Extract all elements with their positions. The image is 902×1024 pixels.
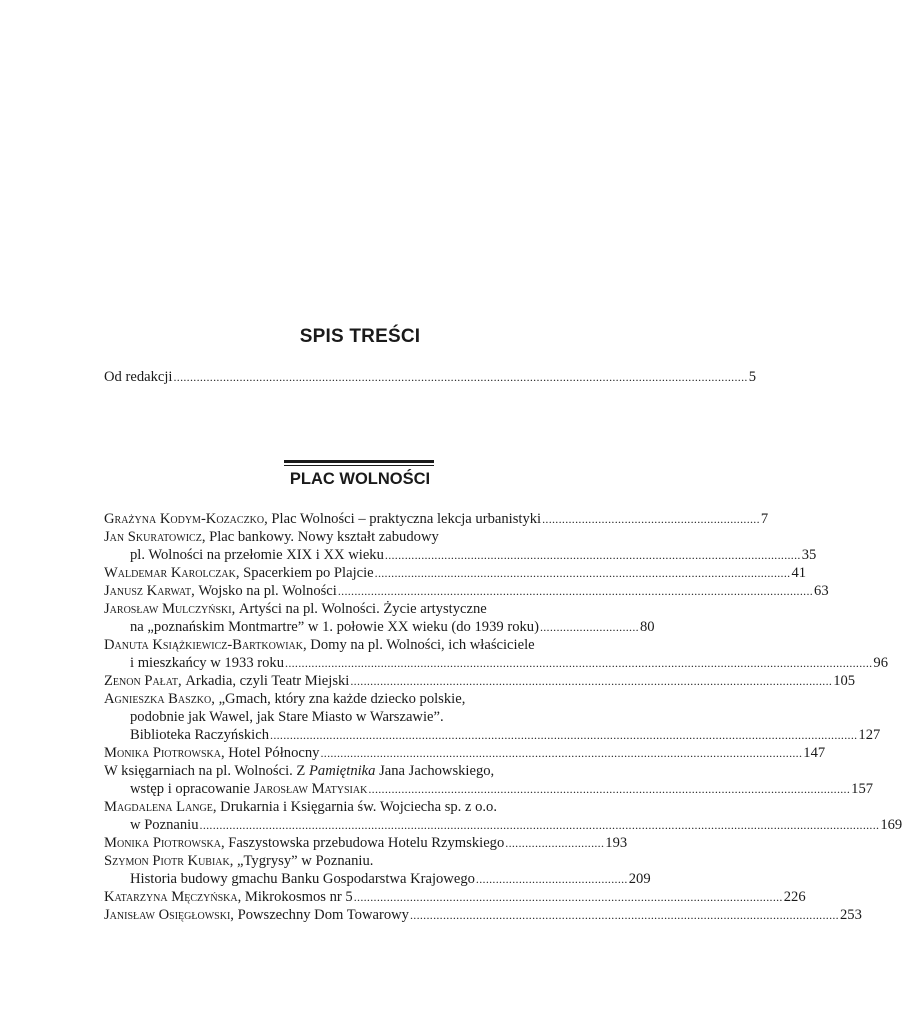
toc-entry — [104, 528, 614, 547]
leader-dots: .............................. — [505, 836, 605, 850]
toc-entry — [104, 906, 862, 925]
toc-entry-title: Powszechny Dom Towarowy — [237, 907, 409, 923]
toc-page-number: 226 — [783, 889, 806, 905]
leader-dots: .................................................................................................................................................. — [350, 674, 833, 688]
leader-dots: .................................................................. — [542, 512, 760, 526]
toc-entry — [104, 672, 856, 691]
toc-entry-title: Hotel Północny — [228, 745, 320, 761]
toc-entry — [104, 636, 614, 655]
toc-entry-title: „Gmach, który zna każde dziecko polskie, — [218, 691, 466, 707]
toc-entry-title: podobnie jak Wawel, jak Stare Miasto w Warszawie”. — [130, 709, 444, 725]
toc-author: Janisław Osięgłowski — [104, 907, 231, 923]
leader-dots: .................................................................................................................................................................................. — [270, 728, 858, 742]
leader-dots: .............................. — [539, 620, 639, 634]
leader-dots: .............................................................................................................................................................................................................. — [199, 818, 880, 832]
toc-page-number: 169 — [880, 817, 902, 833]
toc-entry-title: Wojsko na pl. Wolności — [198, 583, 337, 599]
toc-author: Agnieszka Baszko — [104, 691, 212, 707]
leader-dots: .................................................................................................................................................. — [368, 782, 851, 796]
leader-dots: .............................................................................................................................................................................. — [173, 370, 748, 384]
toc-entry-title-rest: Jana Jachowskiego, — [375, 763, 495, 779]
toc-entry-continuation — [130, 816, 902, 835]
toc-entry-title: na „poznańskim Montmartre” w 1. połowie XX wieku (do 1939 roku) — [130, 619, 539, 635]
leader-dots: .................................................................................................................................. — [409, 908, 839, 922]
toc-entry-italic: Pamiętnika — [308, 763, 376, 779]
toc-entry — [104, 744, 826, 763]
toc-entry — [104, 852, 614, 871]
toc-sep: , — [178, 673, 186, 689]
leader-dots: .............................................. — [475, 872, 628, 886]
section-title: PLAC WOLNOŚCI — [289, 470, 431, 488]
toc-entry-title: Faszystowska przebudowa Hotelu Rzymskiego — [228, 835, 505, 851]
toc-sep: , — [303, 637, 311, 653]
leader-dots: ................................................................................................................................................ — [337, 584, 814, 598]
toc-entry-title: Od redakcji — [104, 369, 173, 385]
toc-sep: , — [212, 799, 221, 815]
toc-sep: , — [231, 601, 239, 617]
toc-entry — [104, 798, 614, 817]
toc-author: Jan Skuratowicz — [104, 529, 202, 545]
toc-entry-title: Domy na pl. Wolności, ich właściciele — [310, 637, 535, 653]
toc-author: Jarosław Mulczyński — [104, 601, 232, 617]
toc-page-number: 96 — [873, 655, 889, 671]
toc-author: Jarosław Matysiak — [253, 781, 368, 797]
toc-page-number: 80 — [639, 619, 655, 635]
toc-page-number: 209 — [628, 871, 651, 887]
toc-page-number: 35 — [801, 547, 817, 563]
toc-entry-title: Arkadia, czyli Teatr Miejski — [185, 673, 350, 689]
toc-entry-title: Plac Wolności – praktyczna lekcja urbanistyki — [271, 511, 542, 527]
toc-entry-title: Artyści na pl. Wolności. Życie artystyczne — [238, 601, 487, 617]
toc-sep: , — [264, 511, 272, 527]
toc-entry-title: „Tygrysy” w Poznaniu. — [237, 853, 374, 869]
toc-author: Danuta Książkiewicz-Bartkowiak — [104, 637, 303, 653]
toc-intro-line — [104, 368, 756, 387]
toc-entry-continuation — [130, 780, 874, 799]
toc-sep: , — [237, 889, 245, 905]
toc-entry-title: wstęp i opracowanie — [130, 781, 254, 797]
toc-entry — [104, 510, 769, 529]
toc-entry-title: Biblioteka Raczyńskich — [130, 727, 270, 743]
page-title: SPIS TREŚCI — [299, 326, 421, 347]
toc-entry-continuation — [130, 546, 817, 565]
toc-page-number: 5 — [748, 369, 756, 385]
toc-sep: , — [211, 691, 219, 707]
toc-entry-title: Plac bankowy. Nowy kształt zabudowy — [209, 529, 439, 545]
toc-author: Katarzyna Męczyńska — [104, 889, 238, 905]
toc-entry — [104, 564, 807, 583]
toc-entry-title: W księgarniach na pl. Wolności. Z — [104, 763, 309, 779]
leader-dots: .................................................................................................................................................. — [320, 746, 803, 760]
toc-sep: , — [229, 853, 238, 869]
toc-page-number: 63 — [814, 583, 829, 599]
toc-entry-continuation — [130, 726, 881, 745]
toc-entry-title: Mikrokosmos nr 5 — [244, 889, 353, 905]
toc-author: Waldemar Karolczak — [104, 565, 236, 581]
toc-page-number: 127 — [858, 727, 881, 743]
toc-entry — [104, 834, 628, 853]
toc-entry-continuation — [130, 618, 655, 637]
toc-page-number: 253 — [839, 907, 862, 923]
leader-dots: .............................................................................................................................. — [374, 566, 791, 580]
toc-entry-title: Historia budowy gmachu Banku Gospodarstwa Krajowego — [130, 871, 475, 887]
leader-dots: .............................................................................................................................. — [384, 548, 801, 562]
toc-author: Monika Piotrowska — [104, 835, 221, 851]
toc-entry-continuation — [130, 654, 889, 673]
toc-author: Grażyna Kodym-Kozaczko — [104, 511, 265, 527]
leader-dots: .................................................................................................................................................................................. — [285, 656, 873, 670]
toc-page-number: 157 — [851, 781, 874, 797]
toc-entry-title: w Poznaniu — [130, 817, 199, 833]
toc-entry-title: Drukarnia i Księgarnia św. Wojciecha sp. z o.o. — [220, 799, 497, 815]
toc-sep: , — [220, 835, 229, 851]
toc-entry-continuation — [130, 870, 651, 889]
toc-page-number: 41 — [791, 565, 807, 581]
toc-sep: , — [235, 565, 244, 581]
toc-entry — [104, 762, 614, 781]
section-rule — [284, 460, 434, 463]
toc-entry — [104, 690, 614, 709]
toc-entry-title: Spacerkiem po Plajcie — [243, 565, 374, 581]
leader-dots: .................................................................................................................................. — [353, 890, 783, 904]
toc-sep: , — [201, 529, 210, 545]
toc-author: Monika Piotrowska — [104, 745, 221, 761]
toc-sep: , — [191, 583, 199, 599]
toc-author: Zenon Pałat — [104, 673, 179, 689]
toc-sep: , — [220, 745, 229, 761]
toc-author: Magdalena Lange — [104, 799, 213, 815]
toc-entry-title: i mieszkańcy w 1933 roku — [130, 655, 285, 671]
toc-sep: , — [230, 907, 238, 923]
toc-page-number: 7 — [760, 511, 769, 527]
toc-entry-title: pl. Wolności na przełomie XIX i XX wieku — [130, 547, 384, 563]
toc-author: Szymon Piotr Kubiak — [104, 853, 230, 869]
toc-entry — [104, 600, 614, 619]
toc-page-number: 193 — [605, 835, 628, 851]
toc-author: Janusz Karwat — [104, 583, 192, 599]
toc-entry-continuation — [130, 708, 614, 727]
toc-page-number: 105 — [833, 673, 856, 689]
toc-entry — [104, 582, 829, 601]
toc-page-number: 147 — [803, 745, 826, 761]
toc-entry — [104, 888, 806, 907]
